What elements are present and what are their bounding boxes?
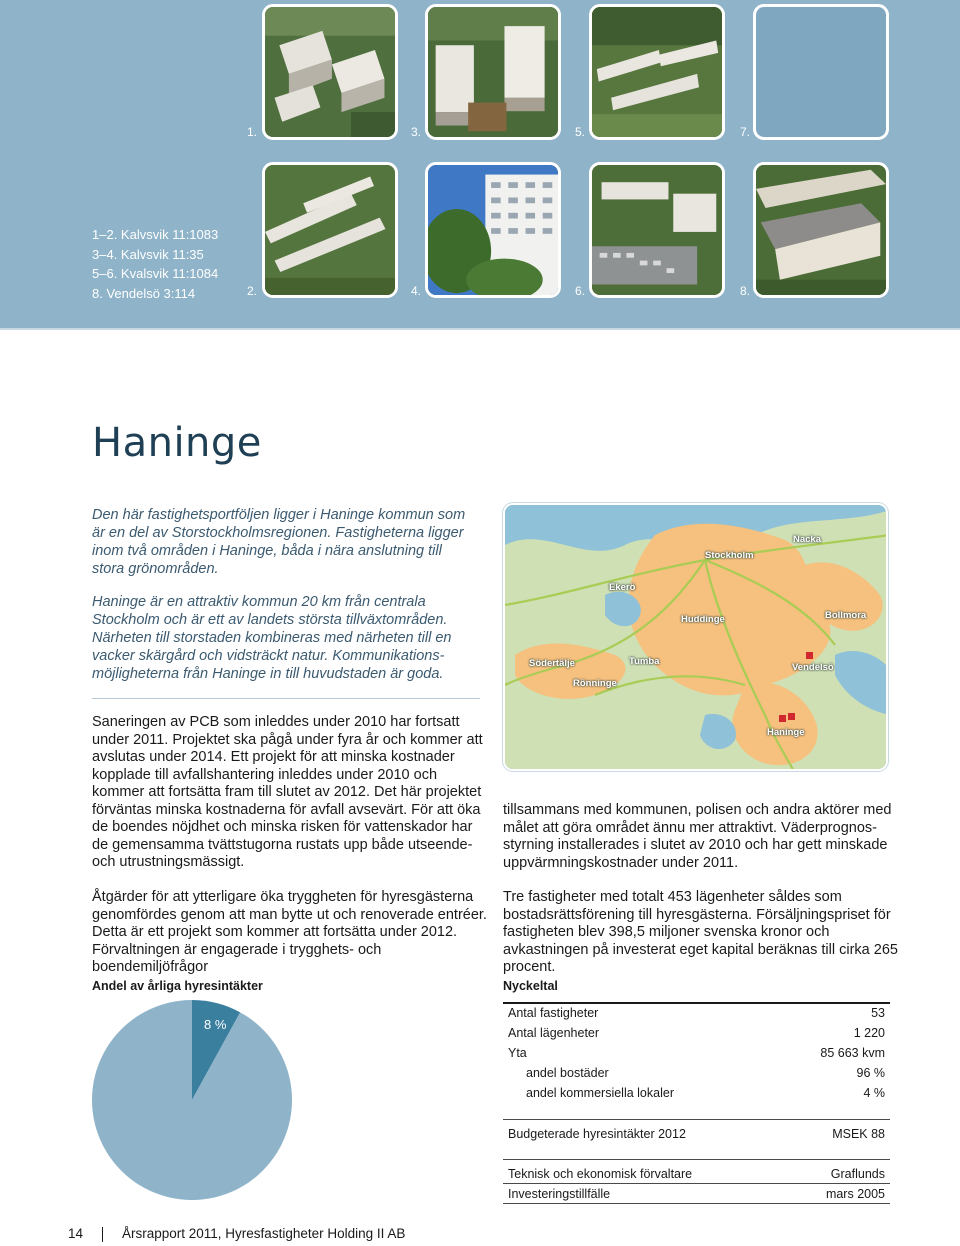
divider <box>92 698 480 699</box>
row-label: Antal lägenheter <box>508 1026 600 1040</box>
row-value: mars 2005 <box>825 1187 885 1201</box>
map-label-sodertalje: Södertälje <box>529 658 575 669</box>
table-row <box>503 1164 890 1184</box>
table-rule <box>503 1203 890 1204</box>
row-label: Yta <box>508 1046 527 1060</box>
row-label: Antal fastigheter <box>508 1006 599 1020</box>
body-left-paragraph-2: Åtgärder för att ytterligare öka tryggheten för hyresgästerna genomfördes genom att man bytte ut och renoverade entréer. Detta är ett projekt som kommer att fortsätta under 2012. Förvaltningen är engagerade i trygghets- och boendemiljöfrågor <box>92 889 487 975</box>
table-row <box>503 1124 890 1144</box>
row-label: Budgeterade hyresintäkter 2012 <box>508 1127 686 1141</box>
table-row <box>503 1063 890 1083</box>
table-row <box>503 1083 890 1103</box>
body-right-paragraph-1: tillsammans med kommunen, polisen och andra aktörer med målet att göra området ännu mer attraktivt. Väderprognos- styrning installerades i slutet av 2010 och har gett minskade uppvärmningskostnader under 2011. <box>503 802 892 871</box>
map-label-haninge: Haninge <box>767 727 805 738</box>
pie-slice-2 <box>92 1000 292 1200</box>
nyckeltal-title: Nyckeltal <box>503 979 558 993</box>
photo-number: 6. <box>575 284 586 298</box>
row-value: Graflunds <box>830 1167 885 1181</box>
body-left-paragraph-1: Saneringen av PCB som inleddes under 2010 har fortsatt under 2011. Projektet ska pågå under fyra år och kommer att avslutas under 2014. Ett projekt för att minska kostnader kopplade till avfallshantering inleddes under 2010 och kommer att fortsätta fram till slutet av 2012. Det här projektet förväntas minska kostnaderna för avfall avsevärt. För att öka de boendes nöjdhet och minska risken för vattenskador har de gemensamma tvättstugorna rustats upp både utseende- och utrustningsmässigt. <box>92 714 483 870</box>
row-value: 53 <box>871 1006 885 1020</box>
map-label-bollmora: Bollmora <box>825 610 867 621</box>
photo-number: 8. <box>740 284 751 298</box>
photo-number: 1. <box>247 125 258 139</box>
row-value: 4 % <box>863 1086 885 1100</box>
pie-slice-label: 8 % <box>204 1017 227 1032</box>
table-row <box>503 1023 890 1043</box>
location-map <box>503 503 888 771</box>
row-value: MSEK 88 <box>832 1127 885 1141</box>
photo-number: 4. <box>411 284 422 298</box>
footer-text: Årsrapport 2011, Hyresfastigheter Holding II AB <box>122 1226 406 1241</box>
map-label-tumba: Tumba <box>629 656 660 667</box>
legend-item: 5–6. Kvalsvik 11:1084 <box>92 266 219 281</box>
row-label: Investeringstillfälle <box>508 1187 611 1201</box>
photo-3 <box>425 4 561 140</box>
body-right-paragraph-2: Tre fastigheter med totalt 453 lägenheter såldes som bostadsrättsförening till hyresgästerna. Försäljningspriset för fastigheten blev 398,5 miljoner svenska kronor och avkastningen på investerat eget kapital beräknas till cirka 265 procent. <box>503 889 898 975</box>
photo-legend <box>92 225 218 303</box>
legend-item: 3–4. Kalvsvik 11:35 <box>92 246 204 262</box>
page-title: Haninge <box>92 420 262 466</box>
photo-7 <box>753 4 889 140</box>
photo-1 <box>262 4 398 140</box>
photo-number: 2. <box>247 284 258 298</box>
photo-6 <box>589 162 725 298</box>
map-label-vendelso: Vendelsö <box>792 662 834 673</box>
map-label-huddinge: Huddinge <box>681 614 725 625</box>
photo-number: 3. <box>411 125 422 139</box>
photo-5 <box>589 4 725 140</box>
legend-item: 8. Vendelsö 3:114 <box>92 285 196 301</box>
row-value: 96 % <box>856 1066 885 1080</box>
pie-chart <box>92 1000 292 1200</box>
pie-title: Andel av årliga hyresintäkter <box>92 979 263 993</box>
legend-item: 1–2. Kalvsvik 11:1083 <box>92 227 219 242</box>
table-row <box>503 1003 890 1023</box>
row-label: andel bostäder <box>526 1066 609 1080</box>
page-number: 14 <box>68 1226 84 1241</box>
map-label-stockholm: Stockholm <box>705 550 754 561</box>
photo-2 <box>262 162 398 298</box>
intro-paragraph-2: Haninge är en attraktiv kommun 20 km från centrala Stockholm och är ett av landets största tillväxtområden. Närheten till storstaden kombineras med närheten till en vacker skärgård och vidsträckt natur. Kommunikations- möjligheterna från Haninge in till huvudstaden är goda. <box>92 594 452 682</box>
footer-separator <box>102 1227 103 1242</box>
table-rule <box>503 1119 890 1120</box>
map-label-ronninge: Rönninge <box>573 678 617 689</box>
table-row <box>503 1184 890 1204</box>
photo-4 <box>425 162 561 298</box>
row-label: andel kommersiella lokaler <box>526 1086 674 1100</box>
row-label: Teknisk och ekonomisk förvaltare <box>508 1167 693 1181</box>
row-value: 85 663 kvm <box>820 1046 885 1060</box>
photo-number: 5. <box>575 125 586 139</box>
photo-number: 7. <box>740 125 751 139</box>
row-value: 1 220 <box>853 1026 885 1040</box>
photo-banner <box>0 0 960 330</box>
map-label-ekero: Ekerö <box>609 582 636 593</box>
table-rule <box>503 1159 890 1160</box>
photo-8 <box>753 162 889 298</box>
table-row <box>503 1043 890 1063</box>
intro-paragraph-1: Den här fastighetsportföljen ligger i Haninge kommun som är en del av Storstockholmsregionen. Fastigheterna ligger inom två områden i Haninge, båda i nära anslutning till stora grönområden. <box>92 507 466 577</box>
map-label-nacka: Nacka <box>793 534 821 545</box>
